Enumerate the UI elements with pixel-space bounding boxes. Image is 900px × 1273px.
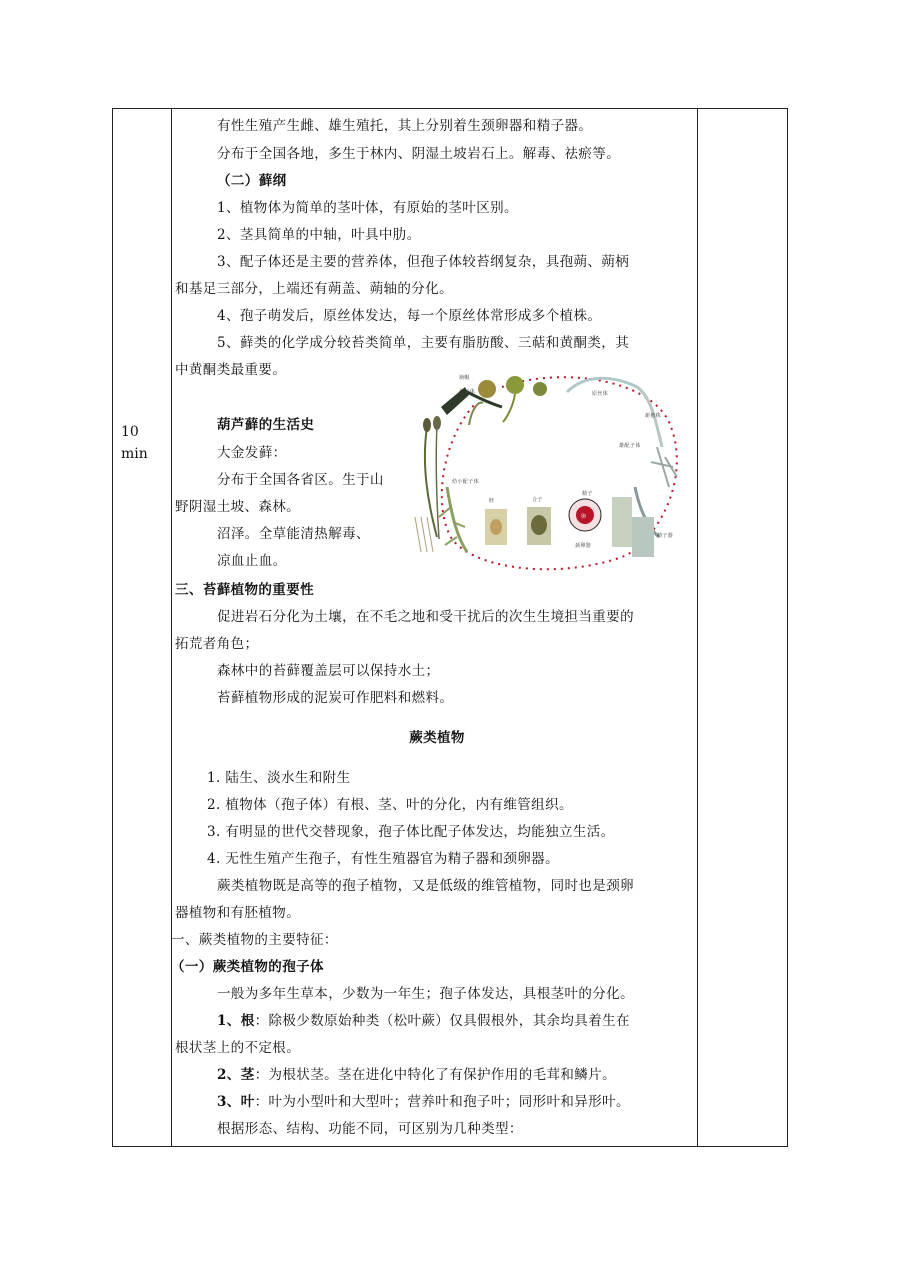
text-line: 森林中的苔藓覆盖层可以保持水土；	[217, 663, 440, 679]
section-title: 蕨类植物	[409, 730, 465, 746]
term-leaf-desc: ：叶为小型叶和大型叶；营养叶和孢子叶；同形叶和异形叶。	[254, 1094, 630, 1110]
term-stem-desc: ：为根状茎。茎在进化中特化了有保护作用的毛茸和鳞片。	[254, 1067, 616, 1083]
list-item: 4. 无性生殖产生孢子，有性生殖器官为精子器和颈卵器。	[207, 851, 559, 867]
section-heading: 三、苔藓植物的重要性	[175, 582, 314, 598]
text-line: 一、蕨类植物的主要特征：	[171, 932, 338, 948]
lesson-table	[112, 108, 788, 1147]
figure-label: 雄配子体	[619, 443, 641, 449]
time-cell	[121, 421, 148, 465]
section-heading: （一）蕨类植物的孢子体	[171, 959, 324, 975]
text-line: 中黄酮类最重要。	[175, 362, 287, 378]
text-line: 大金发藓：	[217, 445, 287, 461]
figure-label: 卵	[581, 514, 587, 520]
text-line: 有性生殖产生雌、雄生殖托，其上分别着生颈卵器和精子器。	[217, 118, 593, 134]
text-line: 苔藓植物形成的泥炭可作肥料和燃料。	[217, 690, 454, 706]
text-line: 3、配子体还是主要的营养体，但孢子体较苔纲复杂，具孢蒴、蒴柄	[217, 254, 630, 270]
text-line: 根状茎上的不定根。	[175, 1040, 301, 1056]
text-line: 4、孢子萌发后，原丝体发达，每一个原丝体常形成多个植株。	[217, 308, 602, 324]
text-line: 根据形态、结构、功能不同，可区别为几种类型：	[217, 1121, 523, 1137]
term-root-desc: ：除极少数原始种类（松叶蕨）仅具假根外，其余均具着生在	[254, 1013, 630, 1029]
text-line: 分布于全国各地，多生于林内、阴湿土坡岩石上。解毒、祛瘀等。	[217, 146, 621, 162]
section-heading: （二）藓纲	[217, 173, 287, 189]
text-line: 一般为多年生草本，少数为一年生；孢子体发达，具根茎叶的分化。	[217, 986, 634, 1002]
figure-label: 孢子体	[459, 389, 476, 395]
text-line: 分布于全国各省区。生于山	[217, 472, 384, 488]
text-line: 2、茎具简单的中轴，叶具中肋。	[217, 227, 421, 243]
figure-label: 新植株	[645, 413, 662, 419]
figure-label: 幼小配子体	[452, 479, 480, 485]
text-line: 和基足三部分，上端还有蒴盖、蒴轴的分化。	[175, 281, 453, 297]
text-line: 1、植物体为简单的茎叶体，有原始的茎叶区别。	[217, 200, 518, 216]
column-divider	[697, 109, 698, 1146]
text-line	[217, 1011, 630, 1031]
text-line: 拓荒者角色；	[175, 636, 259, 652]
text-line: 沼泽。全草能清热解毒、	[217, 526, 370, 542]
figure-label: 精子	[582, 491, 593, 497]
text-line: 5、藓类的化学成分较苔类简单，主要有脂肪酸、三萜和黄酮类，其	[217, 335, 630, 351]
list-item: 3. 有明显的世代交替现象，孢子体比配子体发达，均能独立生活。	[207, 824, 615, 840]
text-line: 凉血止血。	[217, 553, 287, 569]
term-stem: 2、茎	[217, 1067, 255, 1083]
text-line: 蕨类植物既是高等的孢子植物，又是低级的维管植物，同时也是颈卵	[217, 878, 634, 894]
list-item: 1. 陆生、淡水生和附生	[207, 770, 351, 786]
figure-label: 精子器	[657, 533, 674, 539]
time-unit: min	[121, 446, 148, 462]
text-line	[217, 1092, 630, 1112]
moss-life-cycle-figure	[407, 367, 699, 577]
figure-label: 合子	[532, 497, 543, 503]
column-divider	[171, 109, 172, 1146]
figure-label: 原丝体	[592, 391, 609, 397]
term-leaf: 3、叶	[217, 1094, 255, 1110]
figure-label: 胚	[489, 498, 495, 504]
figure-label: 蒴帽	[459, 375, 470, 381]
figure-label: 颈卵器	[575, 543, 592, 549]
life-cycle-diagram	[407, 367, 699, 577]
subheading: 葫芦藓的生活史	[217, 417, 315, 433]
text-line	[217, 1065, 616, 1085]
list-item: 2. 植物体（孢子体）有根、茎、叶的分化，内有维管组织。	[207, 797, 573, 813]
term-root: 1、根	[217, 1013, 255, 1029]
time-value: 10	[121, 424, 139, 440]
text-line: 器植物和有胚植物。	[175, 905, 301, 921]
text-line: 野阴湿土坡、森林。	[175, 499, 301, 515]
text-line: 促进岩石分化为土壤，在不毛之地和受干扰后的次生生境担当重要的	[217, 609, 634, 625]
